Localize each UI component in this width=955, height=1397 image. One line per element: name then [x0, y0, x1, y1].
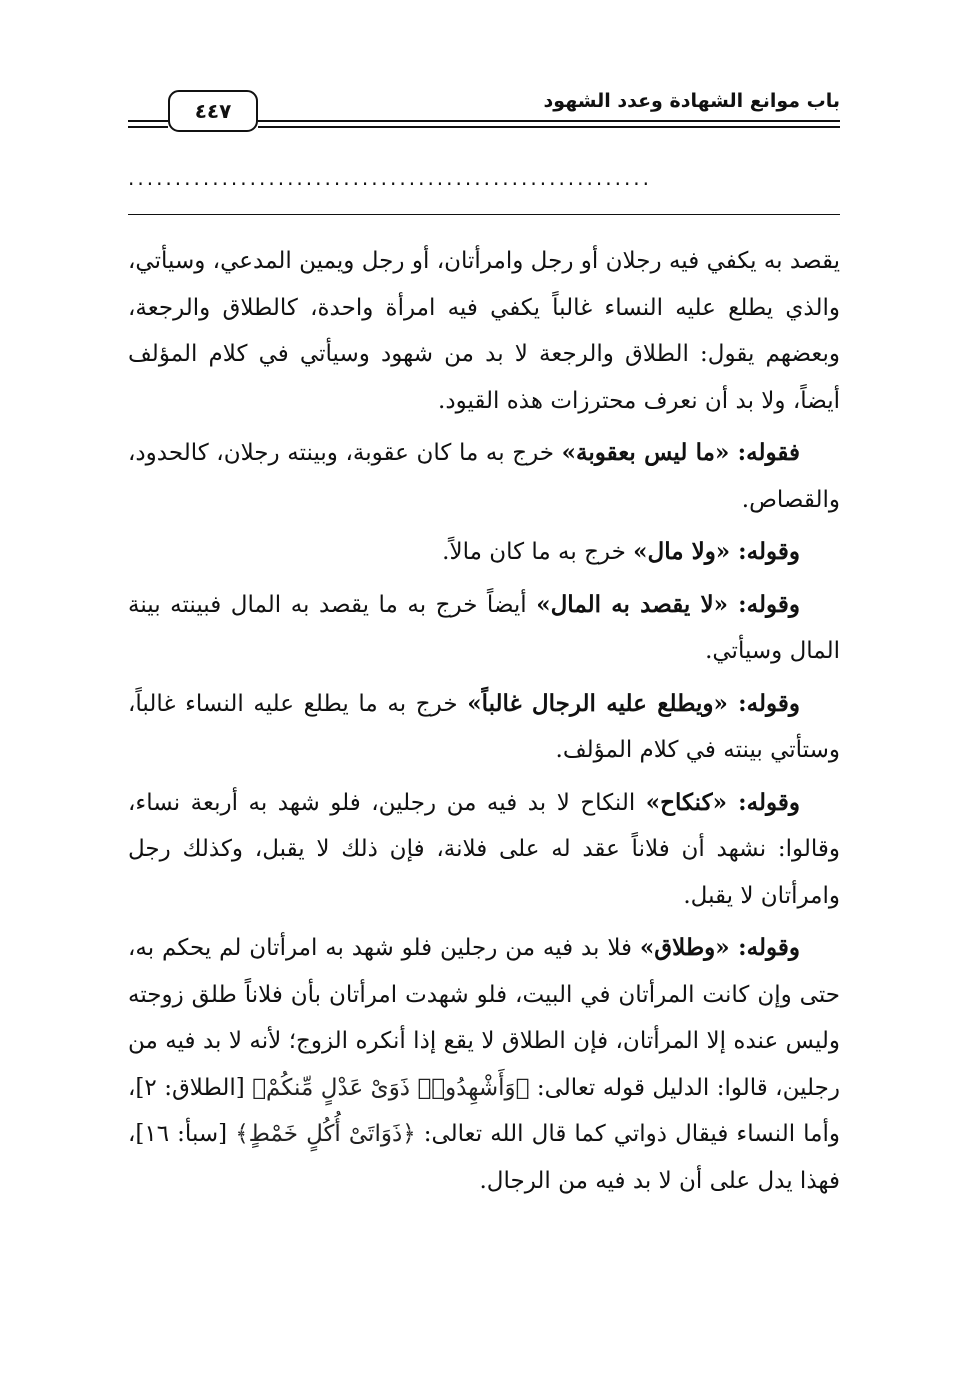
paragraph-text: يقصد به يكفي فيه رجلان أو رجل وامرأتان، أو رجل ويمين المدعي، وسيأتي، والذي يطلع عليه النساء غالباً يكفي فيه امرأة واحدة، كالطلاق والرجعة، وبعضهم يقول: الطلاق والرجعة لا بد من شهود وسيأتي في كلام المؤلف أيضاً، ولا بد أن نعرف محترزات هذه القيود.: [128, 248, 840, 414]
paragraph-6: [128, 780, 840, 920]
separator-line: [128, 214, 840, 215]
paragraph-text: خرج به ما كان عقوبة، وبينته رجلان، كالحدود، والقصاص.: [128, 440, 840, 513]
paragraph-lead: وقوله: «وطلاق»: [639, 934, 800, 961]
paragraph-7: [128, 925, 840, 1204]
paragraph-2: [128, 430, 840, 523]
paragraph-text: النكاح لا بد فيه من رجلين، فلو شهد به أربعة نساء، وقالوا: نشهد أن فلاناً عقد له على فلانة، فإن ذلك لا يقبل، وكذلك رجل وامرأتان لا يقبل.: [128, 789, 840, 909]
verse-reference: [سبأ: ١٦]،: [128, 1121, 236, 1147]
paragraph-text: خرج به ما كان مالاً.: [442, 539, 634, 565]
paragraph-text: أيضاً خرج به ما يقصد به المال فبينته بينة المال وسيأتي.: [128, 591, 840, 664]
dotted-separator: ........................................................: [128, 168, 653, 188]
chapter-title: باب موانع الشهادة وعدد الشهود: [543, 90, 840, 112]
page-body: [128, 238, 840, 1210]
paragraph-5: [128, 681, 840, 774]
paragraph-3: [128, 529, 840, 576]
paragraph-lead: وقوله: «ويطلع عليه الرجال غالباً»: [467, 689, 800, 717]
verse-reference: [الطلاق: ٢]،: [128, 1074, 253, 1101]
quran-verse: ﴿وَأَشْهِدُوا۟ ذَوَىْ عَدْلٍ مِّنكُمْ﴾: [252, 1074, 530, 1101]
header-rule-left-bottom: [128, 126, 168, 128]
paragraph-4: [128, 582, 840, 675]
header-rule-right-bottom: [258, 126, 840, 128]
quran-verse: ﴿ذَوَاتَىْ أُكُلٍ خَمْطٍ﴾: [235, 1121, 416, 1147]
paragraph-text: خرج به ما يطلع عليه النساء غالباً، وستأتي بينته في كلام المؤلف.: [128, 690, 840, 763]
paragraph-lead: فقوله: «ما ليس بعقوبة»: [561, 439, 800, 466]
paragraph-lead: وقوله: «ولا مال»: [633, 538, 800, 565]
page-number: ٤٤٧: [168, 90, 258, 132]
running-header: [128, 86, 840, 138]
header-rule-left-top: [128, 120, 168, 122]
paragraph-text-end: فهذا يدل على أن لا بد فيه من الرجال.: [479, 1167, 840, 1194]
paragraph-1: [128, 238, 840, 424]
paragraph-lead: وقوله: «كنكاح»: [645, 788, 800, 816]
paragraph-lead: وقوله: «لا يقصد به المال»: [536, 590, 800, 618]
paragraph-text: فلا بد فيه من رجلين فلو شهد به امرأتان لم يحكم به، حتى وإن كانت المرأتان في البيت، فلو شهدت امرأتان بأن فلاناً طلق زوجته وليس عنده إلا المرأتان، فإن الطلاق لا يقع إذا أنكره الزوج؛ لأنه لا بد فيه من رجلين، قالوا: الدليل قوله تعالى:: [128, 935, 840, 1101]
paragraph-text-continued: وأما النساء فيقال ذواتي كما قال الله تعالى:: [415, 1121, 840, 1147]
header-rule-right-top: [258, 120, 840, 122]
